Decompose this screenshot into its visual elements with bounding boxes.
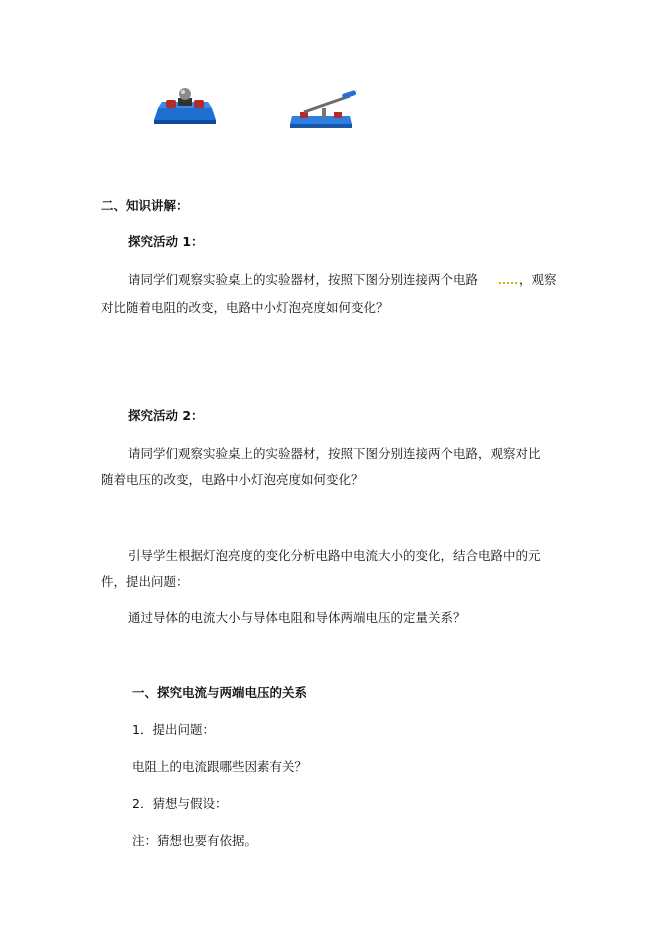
guide-question: 通过导体的电流大小与导体电阻和导体两端电压的定量关系？ (128, 610, 466, 625)
activity1-line1: 请同学们观察实验桌上的实验器材，按照下图分别连接两个电路 (128, 272, 479, 287)
activity1-title: 探究活动 1： (128, 234, 204, 249)
bulb-holder-figure (152, 86, 218, 126)
section-heading: 二、知识讲解： (101, 198, 189, 213)
activity1-line2: 对比随着电阻的改变，电路中小灯泡亮度如何变化？ (101, 300, 389, 315)
spelling-mark (499, 279, 517, 284)
activity1-line1-end: ，观察 (519, 272, 557, 287)
knife-switch-figure (286, 90, 362, 132)
guide-line1: 引导学生根据灯泡亮度的变化分析电路中电流大小的变化，结合电路中的元 (128, 548, 541, 563)
step1-label: 1．提出问题： (132, 722, 215, 737)
guide-line2: 件，提出问题： (101, 574, 189, 589)
part1-title: 一、探究电流与两端电压的关系 (132, 685, 308, 700)
step2-label: 2．猜想与假设： (132, 796, 228, 811)
activity2-line2: 随着电压的改变，电路中小灯泡亮度如何变化？ (101, 472, 364, 487)
step1-text: 电阻上的电流跟哪些因素有关？ (132, 759, 308, 774)
activity2-title: 探究活动 2： (128, 408, 204, 423)
note: 注：猜想也要有依据。 (132, 833, 258, 848)
activity2-line1: 请同学们观察实验桌上的实验器材，按照下图分别连接两个电路，观察对比 (128, 446, 541, 461)
